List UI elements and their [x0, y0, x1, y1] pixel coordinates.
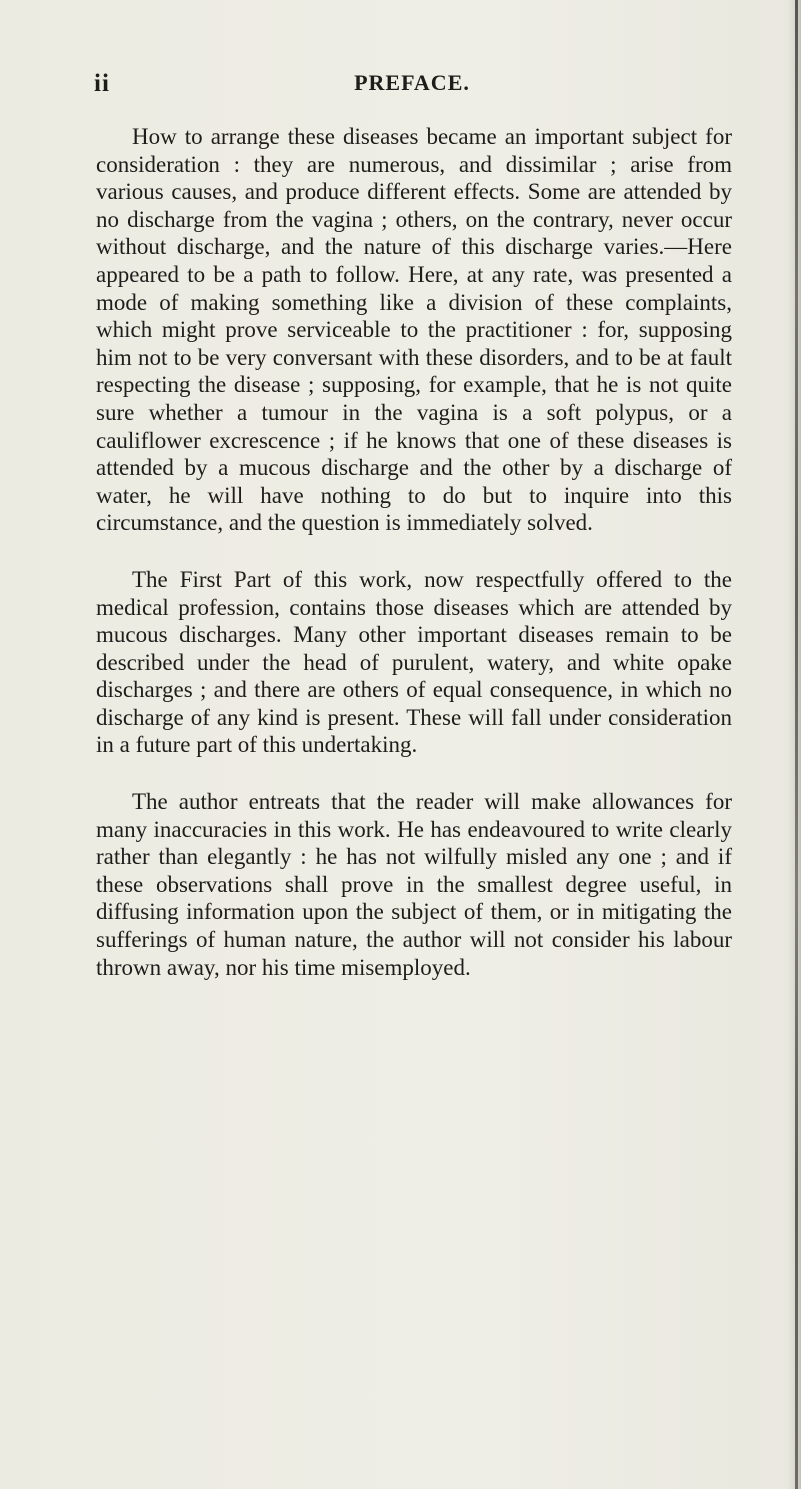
body-text: [96, 123, 732, 1010]
running-title: PREFACE.: [354, 70, 470, 95]
page-edge-shadow: [787, 0, 801, 1489]
page-number: ii: [94, 70, 110, 97]
paragraph-3: The author entreats that the reader will make allowances for many inaccuracies in this work. He has endeavoured to write clearly rather than elegantly : he has not wilfully misled any one ; and if these observations shall prove in the smallest degree useful, in diffusing information upon the subject of them, or in mitigating the sufferings of human nature, the author will not consider his labour thrown away, nor his time misemployed.: [96, 789, 732, 980]
paragraph-1: How to arrange these diseases became an important subject for consideration : they are numerous, and dissimilar ; arise from various causes, and produce different effects. Some are attended by no discharge from the vagina ; others, on the contrary, never occur without discharge, and the nature of this discharge varies.—Here appeared to be a path to follow. Here, at any rate, was presented a mode of making something like a division of these complaints, which might prove serviceable to the practitioner : for, supposing him not to be very conversant with these disorders, and to be at fault respecting the disease ; supposing, for example, that he is not quite sure whether a tumour in the vagina is a soft polypus, or a cauliflower excrescence ; if he knows that one of these diseases is attended by a mucous discharge and the other by a discharge of water, he will have nothing to do but to inquire into this circumstance, and the question is immediately solved.: [96, 124, 732, 536]
page-edge: [795, 0, 798, 1489]
page-header: [94, 70, 730, 106]
paragraph-2: The First Part of this work, now respectfully offered to the medical profession, contains those diseases which are attended by mucous discharges. Many other important diseases remain to be described under the head of purulent, watery, and white opake discharges ; and there are others of equal consequence, in which no discharge of any kind is present. These will fall under consideration in a future part of this undertaking.: [96, 566, 732, 758]
